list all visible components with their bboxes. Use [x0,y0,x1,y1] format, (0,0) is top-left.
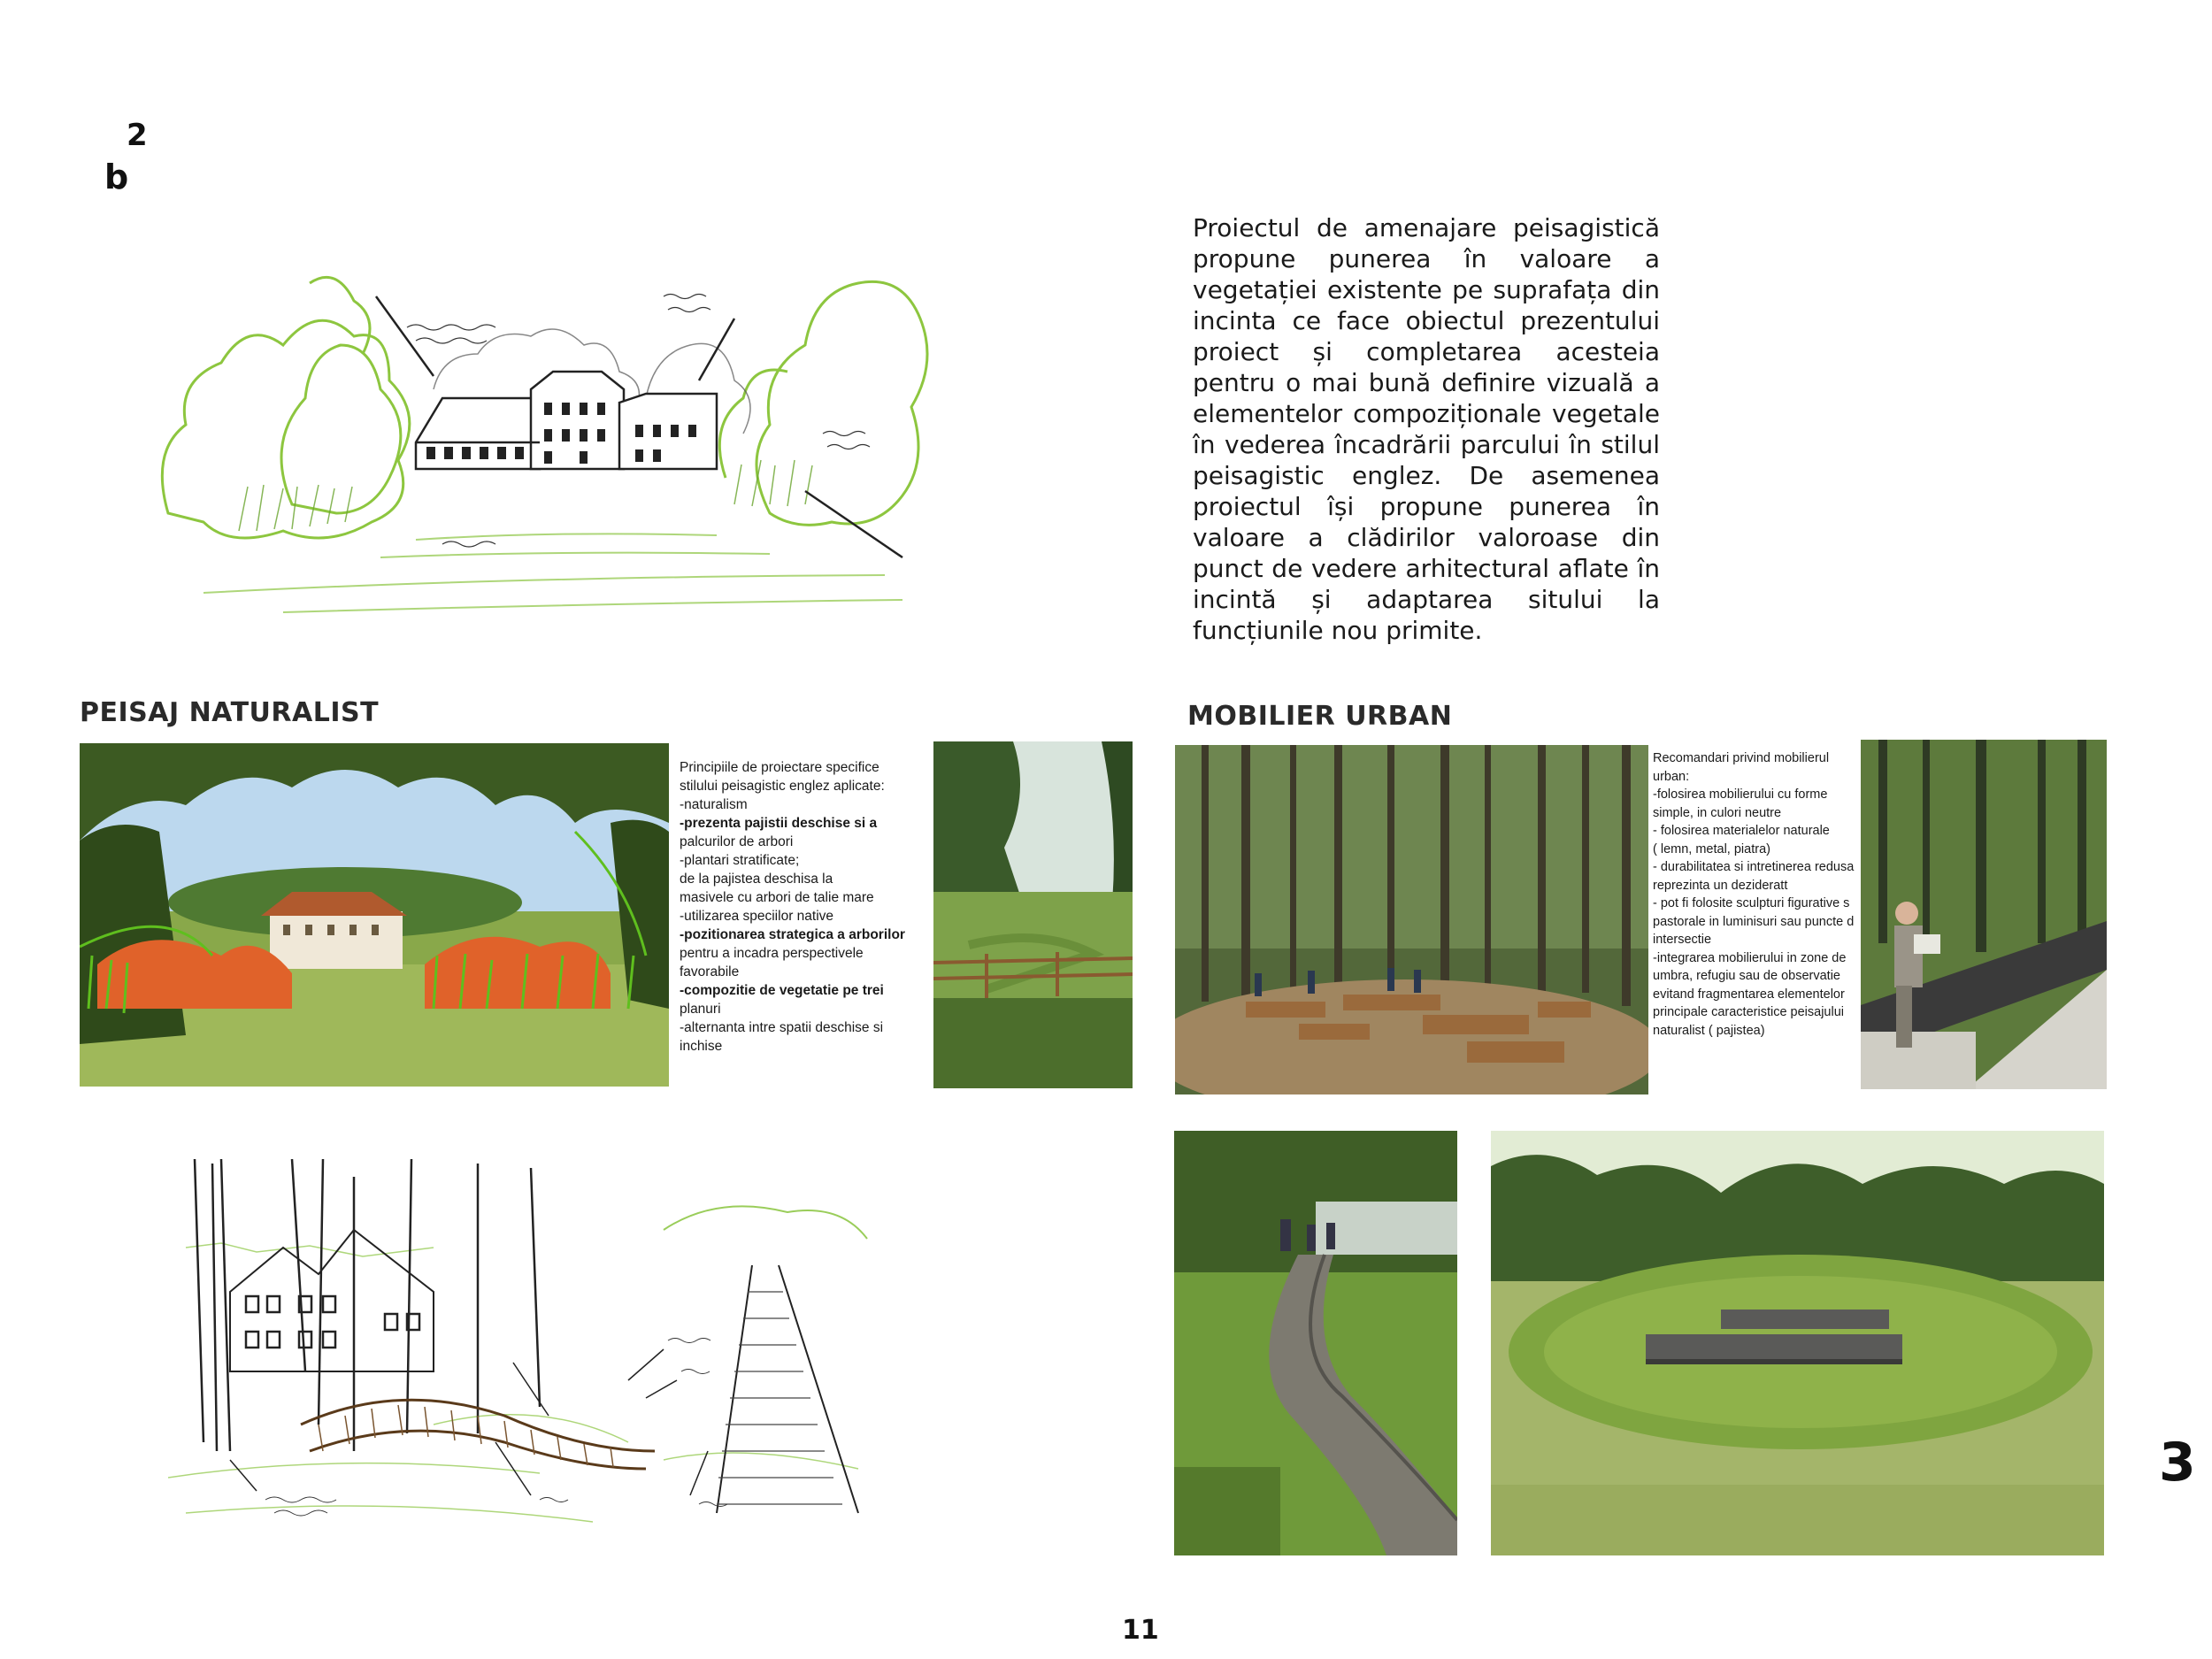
manor-perspective-sketch [150,248,938,628]
peisaj-line: masivele cu arbori de talie mare [680,890,874,905]
peisaj-line: pentru a incadra perspectivele [680,946,864,961]
mobilier-line: urban: [1653,769,1690,784]
page-number: 11 [1122,1615,1159,1646]
mobilier-line: - pot fi folosite sculpturi figurative s [1653,896,1850,910]
peisaj-line: stilului peisagistic englez aplicate: [680,779,885,794]
mobilier-line: Recomandari privind mobilierul [1653,751,1830,765]
manor-pathway-sketch [168,1159,880,1548]
peisaj-line: favorabile [680,964,740,979]
mobilier-line: intersectie [1653,933,1712,947]
mobilier-line: naturalist ( pajistea) [1653,1023,1765,1038]
mobilier-line: - folosirea materialelor naturale [1653,824,1830,838]
meadow-bench-photo [1491,1131,2104,1555]
mobilier-line: ( lemn, metal, piatra) [1653,841,1770,856]
mobilier-line: principale caracteristice peisajului [1653,1005,1844,1019]
peisaj-line: palcurilor de arbori [680,834,794,849]
mobilier-line: evitand fragmentarea elementelor [1653,987,1845,1002]
peisaj-principles-text [680,758,927,1056]
peisaj-line: -pozitionarea strategica a arborilor [680,927,905,942]
mobilier-urban-title: MOBILIER URBAN [1187,701,1453,732]
mobilier-line: umbra, refugiu sau de observatie [1653,969,1840,983]
peisaj-line: -plantari stratificate; [680,853,800,868]
peisaj-line: planuri [680,1002,721,1017]
peisaj-line: de la pajistea deschisa la [680,872,833,887]
mobilier-line: -folosirea mobilierului cu forme [1653,787,1828,802]
peisaj-line: -prezenta pajistii deschise si a [680,816,878,831]
side-marker: 3 [2159,1432,2196,1494]
forest-benches-photo [1175,745,1648,1094]
mobilier-line: simple, in culori neutre [1653,805,1782,820]
peisaj-line: Principiile de proiectare specifice [680,760,879,775]
peisaj-line: inchise [680,1039,723,1054]
meadow-fence-photo [933,741,1133,1088]
mobilier-line: -integrarea mobilierului in zone de [1653,950,1847,965]
peisaj-naturalist-title: PEISAJ NATURALIST [80,697,380,728]
corner-superscript: 2 [127,118,148,153]
corner-label: b [104,157,129,196]
man-on-bench-photo [1861,740,2107,1089]
curved-bench-photo [1174,1131,1457,1555]
peisaj-line: -compozitie de vegetatie pe trei [680,983,884,998]
mobilier-line: - durabilitatea si intretinerea redusa [1653,860,1855,874]
peisaj-line: -naturalism [680,797,748,812]
mobilier-line: reprezinta un dezideratt [1653,878,1788,893]
mobilier-recommendations-text [1653,749,1861,1040]
peisaj-line: -alternanta intre spatii deschise si [680,1020,884,1035]
mobilier-line: pastorale in luminisuri sau puncte d [1653,914,1855,929]
manor-meadow-photo [80,743,669,1087]
peisaj-line: -utilizarea speciilor native [680,909,834,924]
project-description: Proiectul de amenajare peisagistică propune punerea în valoare a vegetației existente pe suprafața din incinta ce face obiectul prezentului proiect și completarea acesteia pentru o mai bună definire vizuală a elementelor compoziționale vegetale în vederea încadrării parcului în stilul peisagistic englez. De asemenea proiectul își propune punerea în valoare a clădirilor valoroase din punct de vedere arhitectural aflate în incintă și adaptarea sitului la funcțiunile nou primite. [1193,213,1660,645]
